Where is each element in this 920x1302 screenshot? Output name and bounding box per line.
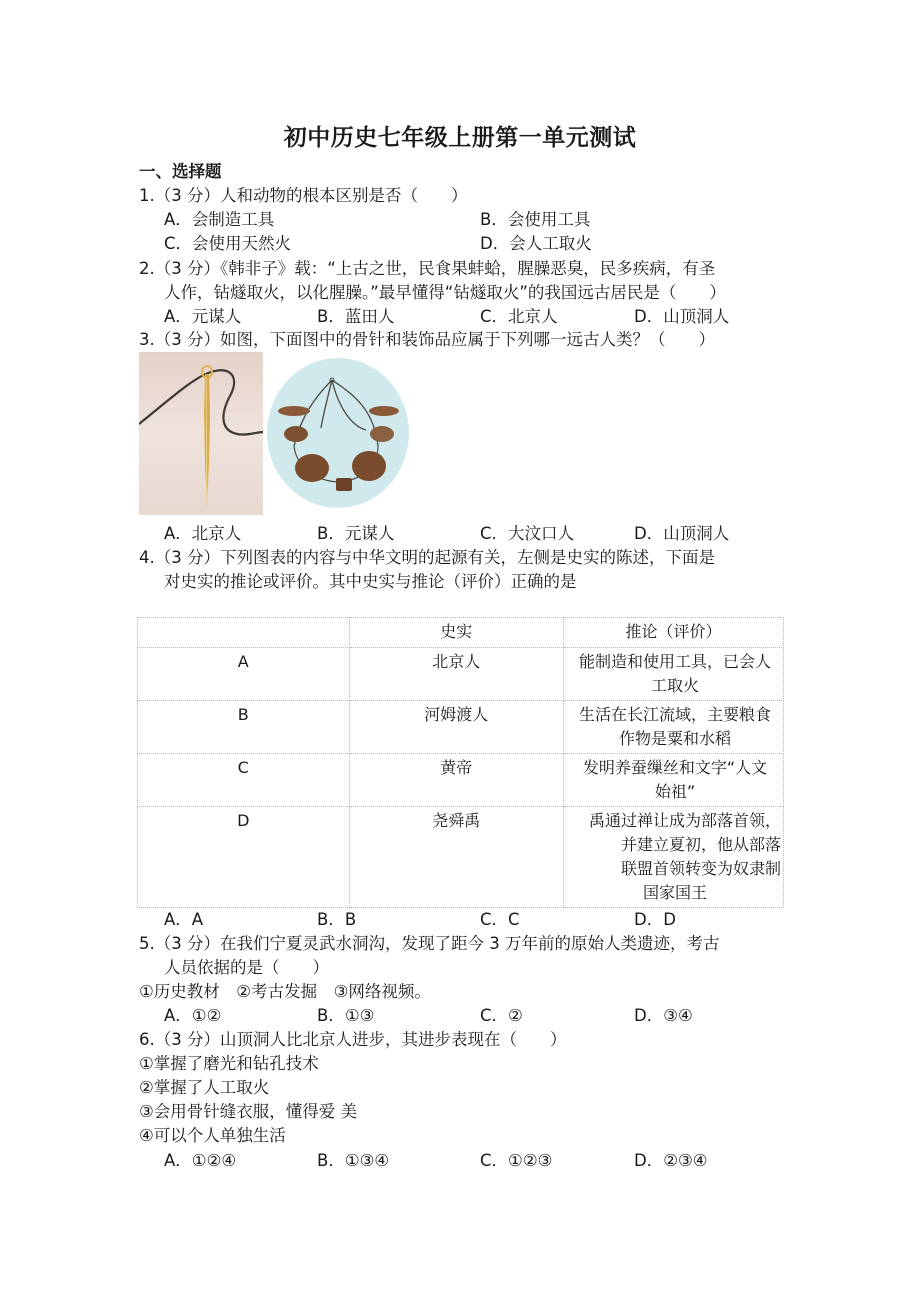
- question-1-option-a: A．会制造工具: [164, 210, 275, 229]
- question-5-stem-line-1: 5.（3 分）在我们宁夏灵武水洞沟，发现了距今 3 万年前的原始人类遗迹，考古: [139, 934, 720, 953]
- row-fact: 黄帝: [349, 754, 564, 807]
- inference-line: 发明养蚕缫丝和文字“人文: [582, 758, 768, 777]
- row-label: D: [138, 807, 350, 908]
- question-2-option-d: D．山顶洞人: [634, 307, 730, 326]
- question-6-item-3: ③会用骨针缝衣服，懂得爱 美: [139, 1102, 358, 1121]
- section-heading: 一、选择题: [139, 162, 222, 181]
- question-5-option-a: A．①②: [164, 1006, 222, 1025]
- question-1-option-b: B．会使用工具: [480, 210, 591, 229]
- inference-line: 国家国王: [642, 883, 707, 902]
- table-row: [138, 807, 784, 908]
- table-header-cell: 史实: [349, 618, 564, 648]
- question-4-option-d: D．D: [634, 910, 676, 929]
- question-4-option-a: A．A: [164, 910, 204, 929]
- question-2-option-a: A．元谋人: [164, 307, 242, 326]
- stone-necklace-image: [266, 356, 410, 510]
- inference-line: 联盟首领转变为奴隶制: [620, 859, 781, 878]
- row-label: B: [138, 701, 350, 754]
- inference-line: 生活在长江流域，主要粮食: [578, 705, 771, 724]
- question-4-option-c: C．C: [480, 910, 520, 929]
- question-6-item-4: ④可以个人单独生活: [139, 1126, 286, 1145]
- row-label: A: [138, 648, 350, 701]
- question-3-option-c: C．大汶口人: [480, 524, 575, 543]
- page-title: 初中历史七年级上册第一单元测试: [283, 125, 637, 151]
- row-inference: [564, 754, 784, 807]
- question-5-option-c: C．②: [480, 1006, 523, 1025]
- question-2-stem-line-1: 2.（3 分）《韩非子》载：“上古之世，民食果蚌蛤，腥臊恶臭，民多疾病，有圣: [139, 259, 716, 278]
- table-row: [138, 701, 784, 754]
- question-3-stem: 3.（3 分）如图，下面图中的骨针和装饰品应属于下列哪一远古人类？（ ）: [139, 330, 715, 349]
- row-inference: [564, 648, 784, 701]
- row-fact: 北京人: [349, 648, 564, 701]
- question-6-option-b: B．①③④: [317, 1151, 390, 1170]
- question-3-option-b: B．元谋人: [317, 524, 395, 543]
- question-6-option-d: D．②③④: [634, 1151, 708, 1170]
- question-5-choices: ①历史教材 ②考古发掘 ③网络视频。: [139, 982, 431, 1001]
- question-5-option-b: B．①③: [317, 1006, 375, 1025]
- question-6-item-1: ①掌握了磨光和钻孔技术: [139, 1054, 319, 1073]
- question-4-stem-line-2: 对史实的推论或评价。其中史实与推论（评价）正确的是: [164, 572, 577, 591]
- inference-line: 禹通过禅让成为部落首领，: [588, 811, 781, 830]
- inference-line: 作物是粟和水稻: [618, 729, 731, 748]
- question-6-option-c: C．①②③: [480, 1151, 553, 1170]
- table-row: [138, 754, 784, 807]
- history-facts-table: [137, 617, 784, 908]
- question-2-option-c: C．北京人: [480, 307, 558, 326]
- necklace-illustration: [266, 356, 410, 510]
- table-header-cell: 推论（评价）: [564, 618, 784, 648]
- question-3-option-a: A．北京人: [164, 524, 242, 543]
- inference-line: 能制造和使用工具，已会人: [578, 652, 771, 671]
- bone-needle-illustration: [139, 352, 263, 515]
- question-1-option-d: D．会人工取火: [480, 234, 592, 253]
- question-1-option-c: C．会使用天然火: [164, 234, 292, 253]
- question-1-stem: 1.（3 分）人和动物的根本区别是否（ ）: [139, 186, 468, 205]
- row-inference: [564, 807, 784, 908]
- question-6-option-a: A．①②④: [164, 1151, 237, 1170]
- table-header-cell: [138, 618, 350, 648]
- question-4-option-b: B．B: [317, 910, 357, 929]
- question-2-stem-line-2: 人作，钻燧取火，以化腥臊。”最早懂得“钻燧取火”的我国远古居民是（ ）: [164, 283, 726, 302]
- row-fact: 尧舜禹: [349, 807, 564, 908]
- inference-line: 始祖”: [654, 782, 696, 801]
- bone-needle-image: [139, 352, 263, 515]
- inference-line: 工取火: [650, 676, 699, 695]
- question-3-option-d: D．山顶洞人: [634, 524, 730, 543]
- question-5-stem-line-2: 人员依据的是（ ）: [164, 958, 329, 977]
- table-row: [138, 648, 784, 701]
- row-label: C: [138, 754, 350, 807]
- row-fact: 河姆渡人: [349, 701, 564, 754]
- question-4-stem-line-1: 4.（3 分）下列图表的内容与中华文明的起源有关，左侧是史实的陈述，下面是: [139, 548, 715, 567]
- question-6-stem: 6.（3 分）山顶洞人比北京人进步，其进步表现在（ ）: [139, 1030, 567, 1049]
- inference-line: 并建立夏初，他从部落: [620, 835, 781, 854]
- question-5-option-d: D．③④: [634, 1006, 693, 1025]
- row-inference: [564, 701, 784, 754]
- question-6-item-2: ②掌握了人工取火: [139, 1078, 270, 1097]
- table-header-row: [138, 618, 784, 648]
- question-2-option-b: B．蓝田人: [317, 307, 395, 326]
